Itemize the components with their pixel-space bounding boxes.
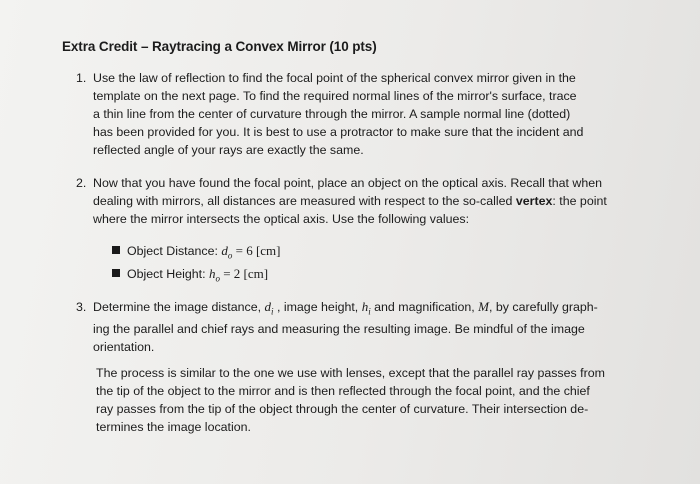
text-line xyxy=(93,298,615,320)
item-number: 2. xyxy=(76,176,87,190)
vertex-term: vertex xyxy=(515,194,553,208)
bullet-object-distance xyxy=(112,243,280,260)
text-line: where the mirror intersects the optical axis. Use the following values: xyxy=(93,212,470,226)
bullet-square-icon xyxy=(112,246,120,254)
math-sub: i xyxy=(271,306,274,317)
bullet-label: Object Height: xyxy=(127,267,209,281)
text-line: a thin line from the center of curvature through the mirror. A sample normal line (dotted) xyxy=(93,107,571,121)
text-line: ray passes from the tip of the object through the center of curvature. Their intersection de- xyxy=(96,402,589,416)
text-line xyxy=(93,192,615,210)
math-var: h xyxy=(361,299,369,314)
bullet-square-icon xyxy=(112,269,120,277)
item-number: 1. xyxy=(76,71,87,85)
math-var: M xyxy=(478,299,489,314)
text-line: template on the next page. To find the required normal lines of the mirror's surface, trace xyxy=(93,89,577,103)
text-run: : the point xyxy=(552,194,607,208)
text-line: orientation. xyxy=(93,340,155,355)
text-line: ing the parallel and chief rays and measuring the resulting image. Be mindful of the image xyxy=(93,322,585,337)
math-sub: o xyxy=(215,273,220,284)
item-text xyxy=(93,69,615,159)
math-sub: o xyxy=(227,250,233,261)
text-run: dealing with mirrors, all distances are measured with respect to the so-called xyxy=(93,194,516,208)
section-heading: Extra Credit – Raytracing a Convex Mirror (10 pts) xyxy=(62,39,377,54)
text-run: , image height, xyxy=(273,300,362,314)
text-line: termines the image location. xyxy=(96,420,251,434)
math-var: h xyxy=(208,266,216,281)
math-var: d xyxy=(264,299,271,314)
text-line: Now that you have found the focal point, place an object on the optical axis. Recall that when xyxy=(93,176,603,190)
math-eq: = 2 [cm] xyxy=(219,266,269,281)
bullet-object-height xyxy=(112,266,268,283)
item-text xyxy=(93,174,615,228)
explanation-paragraph xyxy=(96,364,616,436)
text-line: the tip of the object to the mirror and is then reflected through the focal point, and the chief xyxy=(96,384,590,398)
text-line: Use the law of reflection to find the focal point of the spherical convex mirror given in the xyxy=(93,71,576,85)
bullet-label: Object Distance: xyxy=(127,244,222,258)
text-run: and magnification, xyxy=(370,300,479,314)
text-line: The process is similar to the one we use with lenses, except that the parallel ray passes from xyxy=(96,366,605,380)
item-text xyxy=(93,298,615,356)
math-sub: i xyxy=(368,306,371,317)
text-line: reflected angle of your rays are exactly the same. xyxy=(93,143,364,157)
math-var: d xyxy=(221,243,228,258)
math-eq: = 6 [cm] xyxy=(232,243,281,258)
text-line: has been provided for you. It is best to use a protractor to make sure that the incident and xyxy=(93,125,584,139)
text-run: , by carefully graph- xyxy=(489,300,598,314)
item-number: 3. xyxy=(76,300,87,314)
text-run: Determine the image distance, xyxy=(93,300,265,314)
